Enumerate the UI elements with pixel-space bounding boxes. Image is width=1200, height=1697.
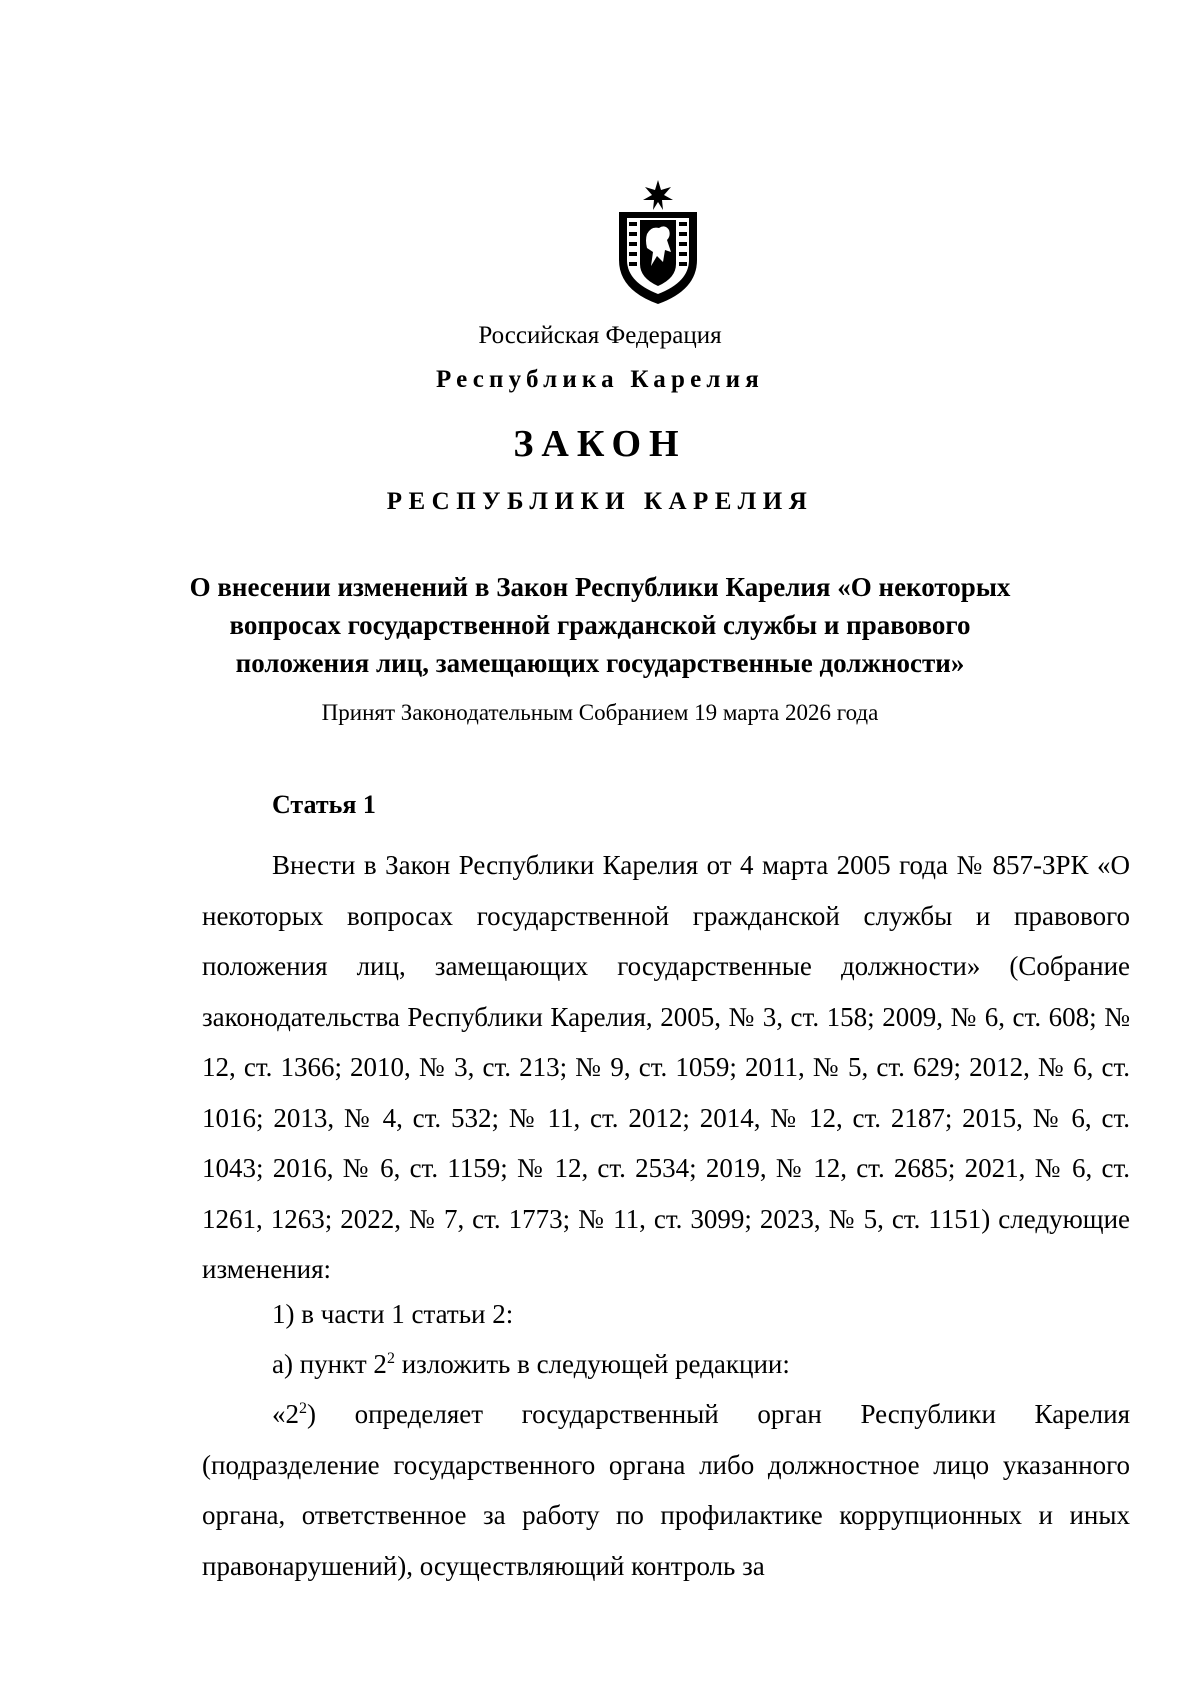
quote-start: «2 <box>272 1399 299 1429</box>
document-type-subtitle: РЕСПУБЛИКИ КАРЕЛИЯ <box>386 488 814 515</box>
quoted-paragraph <box>202 1389 1130 1591</box>
article-subitem <box>272 1339 790 1389</box>
adoption-note: Принят Законодательным Собранием 19 марта 2026 года <box>321 700 879 725</box>
superscript: 2 <box>299 1400 307 1417</box>
subitem-text-end: изложить в следующей редакции: <box>394 1349 790 1379</box>
region-name: Республика Карелия <box>436 366 764 393</box>
superscript: 2 <box>386 1350 395 1367</box>
law-title: О внесении изменений в Закон Республики Карелия «О некоторых вопросах государственной гражданской службы и правового положения лиц, замещающих государственные должности» <box>189 572 1011 678</box>
quote-text: ) определяет государственный орган Республики Карелия (подразделение государственного органа либо должностное лицо указанного органа, ответственное за работу по профилактике коррупционных и иных правонарушений), осуществляющий контроль за <box>202 1399 1130 1581</box>
subitem-text-start: а) пункт 2 <box>272 1349 387 1379</box>
article-paragraph: Внести в Закон Республики Карелия от 4 марта 2005 года № 857-ЗРК «О некоторых вопросах государственной гражданской службы и правового положения лиц, замещающих государственные должности» (Собрание законодательства Республики Карелия, 2005, № 3, ст. 158; 2009, № 6, ст. 608; № 12, ст. 1366; 2010, № 3, ст. 213; № 9, ст. 1059; 2011, № 5, ст. 629; 2012, № 6, ст. 1016; 2013, № 4, ст. 532; № 11, ст. 2012; 2014, № 12, ст. 2187; 2015, № 6, ст. 1043; 2016, № 6, ст. 1159; № 12, ст. 2534; 2019, № 12, ст. 2685; 2021, № 6, ст. 1261, 1263; 2022, № 7, ст. 1773; № 11, ст. 3099; 2023, № 5, ст. 1151) следующие изменения: <box>202 850 1130 1284</box>
document-type: ЗАКОН <box>513 423 687 465</box>
article-item: 1) в части 1 статьи 2: <box>272 1299 514 1329</box>
article-heading: Статья 1 <box>272 790 376 819</box>
coat-of-arms-of-karelia-icon <box>613 178 703 308</box>
country-name: Российская Федерация <box>478 322 722 349</box>
